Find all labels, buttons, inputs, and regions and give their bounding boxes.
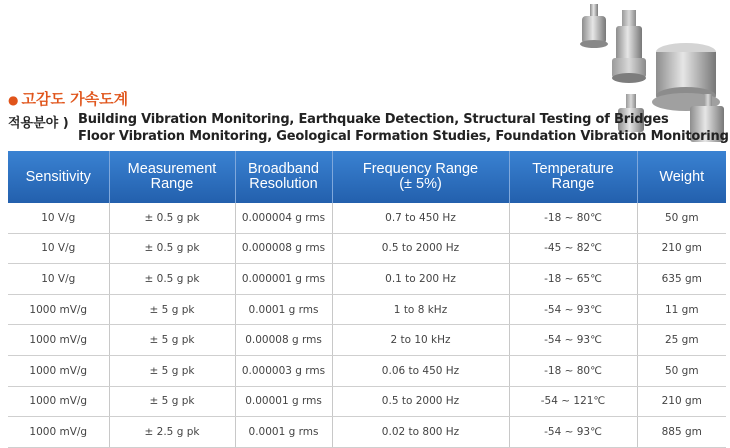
cell-weight: 11 gm	[637, 294, 726, 325]
cell-temperature-range: -18 ~ 65℃	[509, 264, 637, 295]
header-label: Sensitivity	[25, 168, 91, 185]
spec-table-header-row	[8, 151, 726, 203]
cell-sensitivity: 1000 mV/g	[8, 386, 109, 417]
cell-sensitivity: 1000 mV/g	[8, 355, 109, 386]
cell-sensitivity: 1000 mV/g	[8, 417, 109, 448]
spec-table	[8, 151, 726, 448]
cell-temperature-range: -54 ~ 121℃	[509, 386, 637, 417]
cell-sensitivity: 1000 mV/g	[8, 294, 109, 325]
applications-line-2: Floor Vibration Monitoring, Geological Formation Studies, Foundation Vibration Monitoring	[78, 129, 729, 144]
cell-measurement-range: ± 5 g pk	[109, 325, 235, 356]
cell-weight: 210 gm	[637, 386, 726, 417]
cell-weight: 50 gm	[637, 355, 726, 386]
header-measurement-range	[109, 151, 235, 203]
header-weight	[637, 151, 726, 203]
cell-broadband-resolution: 0.000004 g rms	[235, 203, 332, 233]
cell-frequency-range: 1 to 8 kHz	[332, 294, 509, 325]
cell-sensitivity: 10 V/g	[8, 203, 109, 233]
table-row	[8, 417, 726, 448]
bullet-icon: ●	[8, 93, 19, 107]
header-label: Frequency Range	[362, 161, 479, 177]
cell-temperature-range: -45 ~ 82℃	[509, 233, 637, 264]
table-row	[8, 386, 726, 417]
table-row	[8, 355, 726, 386]
header-label: Measurement	[127, 161, 217, 177]
cell-weight: 635 gm	[637, 264, 726, 295]
cell-broadband-resolution: 0.0001 g rms	[235, 417, 332, 448]
header-broadband-resolution	[235, 151, 332, 203]
header-label: Resolution	[249, 176, 318, 192]
cell-broadband-resolution: 0.000003 g rms	[235, 355, 332, 386]
header-label: Weight	[659, 168, 705, 185]
header-temperature-range	[509, 151, 637, 203]
header-label: Broadband	[248, 161, 319, 177]
cell-measurement-range: ± 0.5 g pk	[109, 233, 235, 264]
cell-temperature-range: -54 ~ 93℃	[509, 417, 637, 448]
table-row	[8, 325, 726, 356]
cell-frequency-range: 0.02 to 800 Hz	[332, 417, 509, 448]
cell-frequency-range: 0.06 to 450 Hz	[332, 355, 509, 386]
accelerometer-product-image	[560, 0, 730, 150]
cell-temperature-range: -54 ~ 93℃	[509, 294, 637, 325]
cell-measurement-range: ± 5 g pk	[109, 386, 235, 417]
cell-broadband-resolution: 0.0001 g rms	[235, 294, 332, 325]
header-label: Range	[551, 176, 595, 192]
header-frequency-range	[332, 151, 509, 203]
cell-broadband-resolution: 0.000001 g rms	[235, 264, 332, 295]
cell-frequency-range: 0.7 to 450 Hz	[332, 203, 509, 233]
cell-measurement-range: ± 5 g pk	[109, 294, 235, 325]
section-title-text: 고감도 가속도계	[21, 90, 129, 108]
cell-temperature-range: -54 ~ 93℃	[509, 325, 637, 356]
table-row	[8, 294, 726, 325]
header-label: (± 5%)	[399, 176, 442, 192]
cell-frequency-range: 2 to 10 kHz	[332, 325, 509, 356]
cell-measurement-range: ± 5 g pk	[109, 355, 235, 386]
cell-temperature-range: -18 ~ 80℃	[509, 355, 637, 386]
cell-measurement-range: ± 2.5 g pk	[109, 417, 235, 448]
cell-weight: 50 gm	[637, 203, 726, 233]
cell-sensitivity: 10 V/g	[8, 264, 109, 295]
cell-sensitivity: 1000 mV/g	[8, 325, 109, 356]
table-row	[8, 264, 726, 295]
cell-temperature-range: -18 ~ 80℃	[509, 203, 637, 233]
header-label: Temperature	[532, 161, 614, 177]
table-row	[8, 203, 726, 233]
cell-sensitivity: 10 V/g	[8, 233, 109, 264]
table-row	[8, 233, 726, 264]
spec-table-body	[8, 203, 726, 447]
cell-frequency-range: 0.5 to 2000 Hz	[332, 233, 509, 264]
header-label: Range	[150, 176, 194, 192]
header-sensitivity	[8, 151, 109, 203]
cell-frequency-range: 0.5 to 2000 Hz	[332, 386, 509, 417]
applications-label: 적용분야 )	[8, 116, 69, 131]
applications-line-1: Building Vibration Monitoring, Earthquake Detection, Structural Testing of Bridges	[78, 112, 669, 127]
cell-frequency-range: 0.1 to 200 Hz	[332, 264, 509, 295]
section-title	[8, 88, 128, 109]
cell-measurement-range: ± 0.5 g pk	[109, 203, 235, 233]
cell-weight: 25 gm	[637, 325, 726, 356]
cell-weight: 885 gm	[637, 417, 726, 448]
cell-measurement-range: ± 0.5 g pk	[109, 264, 235, 295]
cell-broadband-resolution: 0.00001 g rms	[235, 386, 332, 417]
cell-broadband-resolution: 0.00008 g rms	[235, 325, 332, 356]
cell-broadband-resolution: 0.000008 g rms	[235, 233, 332, 264]
cell-weight: 210 gm	[637, 233, 726, 264]
